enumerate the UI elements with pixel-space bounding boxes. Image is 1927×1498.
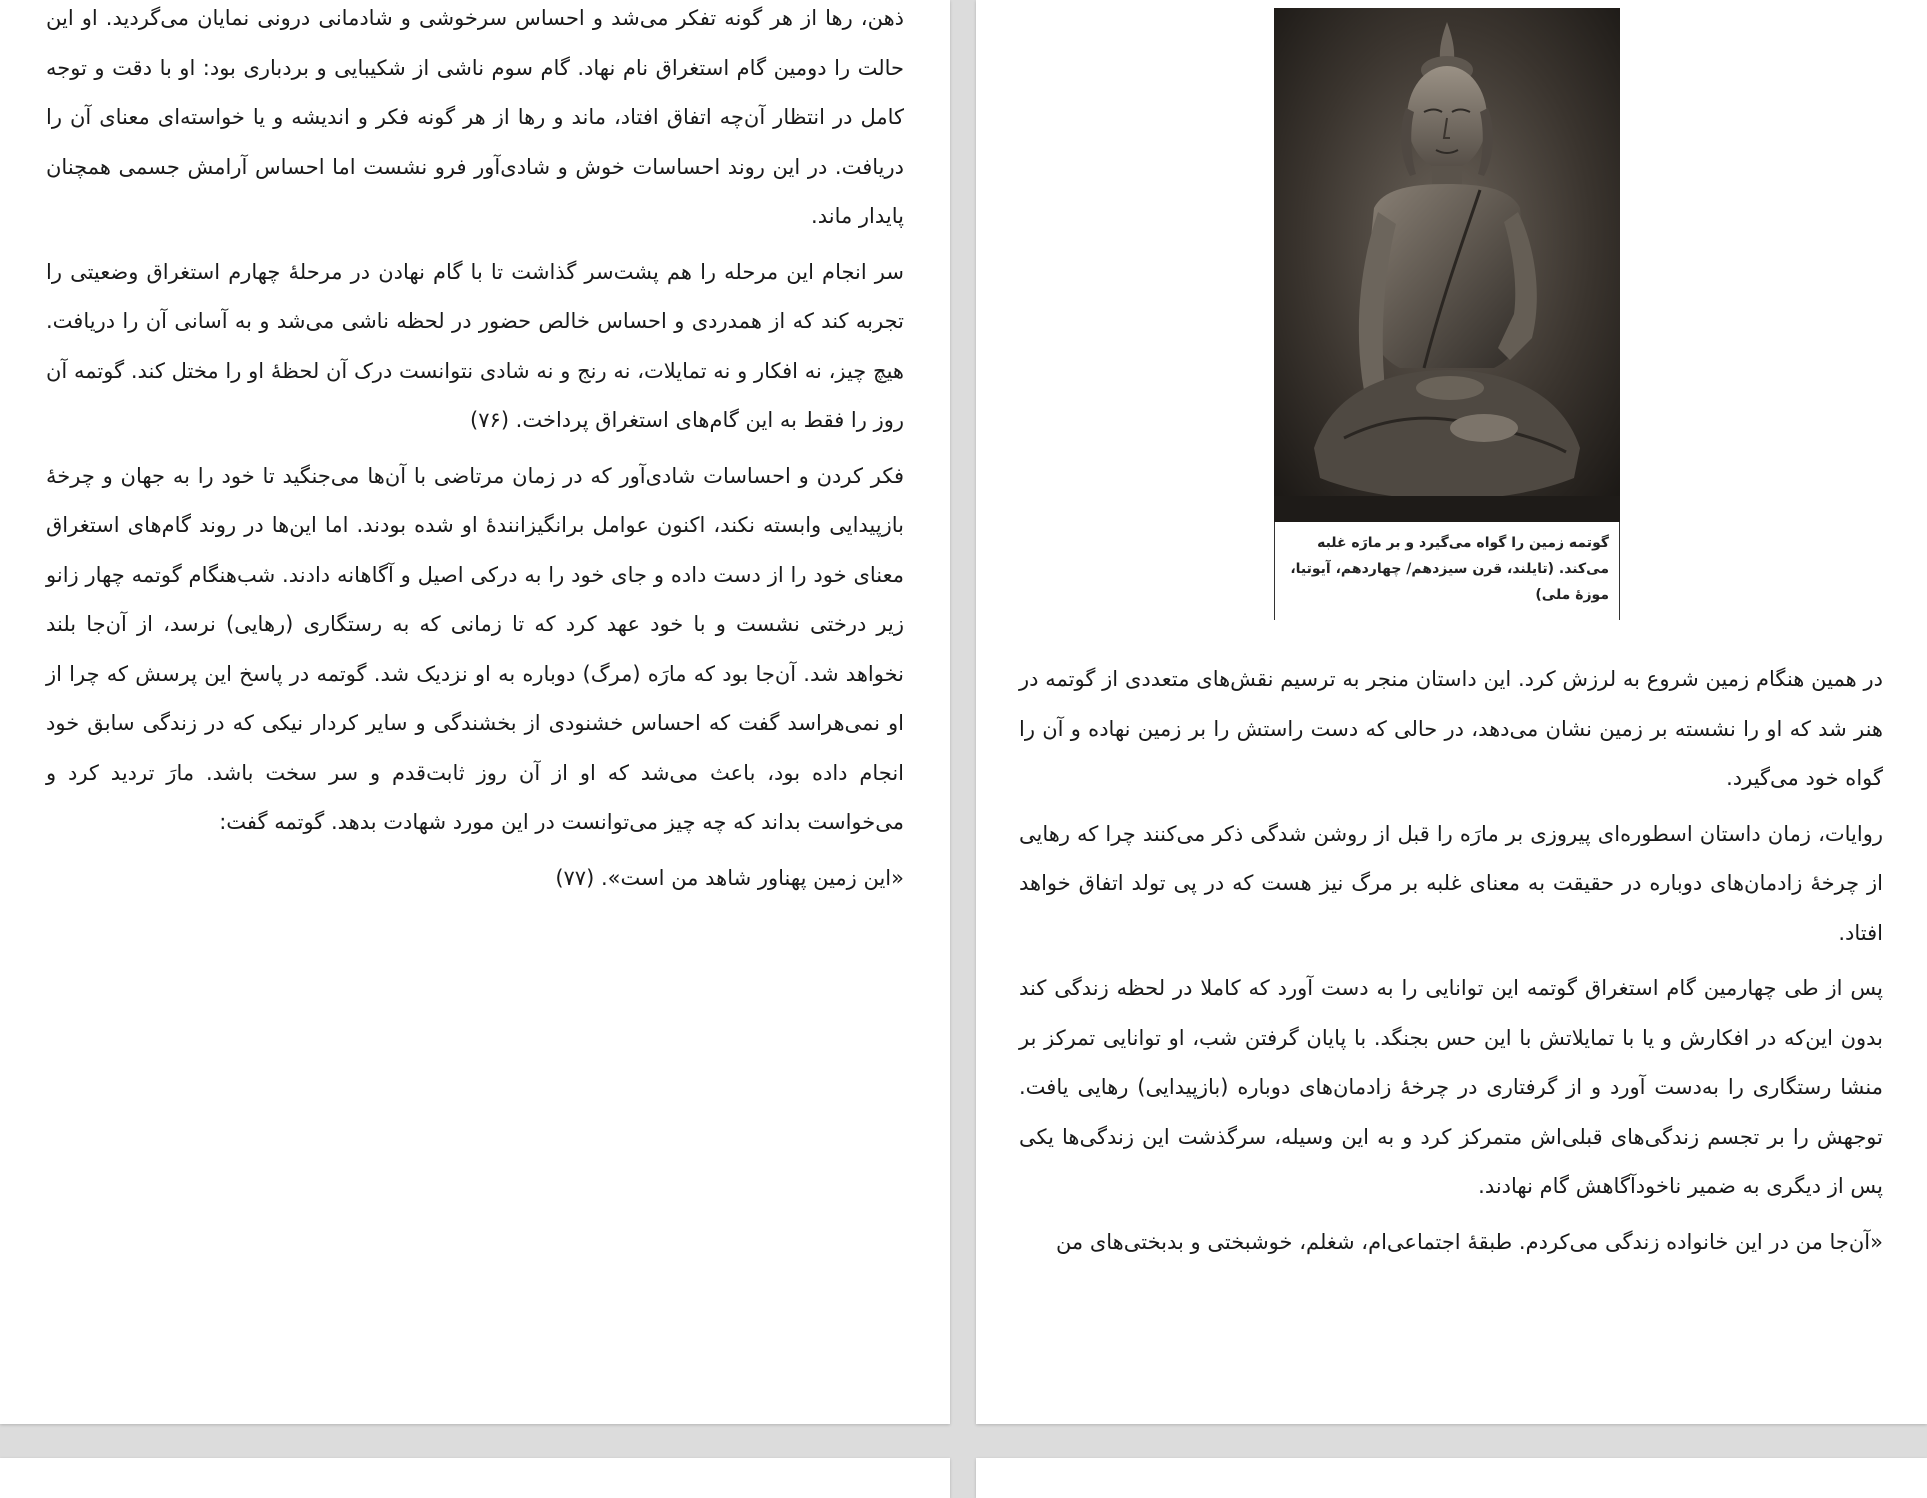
buddha-statue-image	[1274, 8, 1620, 522]
left-page-text	[46, 0, 904, 907]
right-paragraph-4: «آن‌جا من در این خانواده زندگی می‌کردم. طبقهٔ اجتماعی‌ام، شغلم، خوشبختی و بدبختی‌های من	[1055, 1229, 1883, 1254]
left-paragraph-3: فکر کردن و احساسات شادی‌آور که در زمان مرتاضی با آن‌ها می‌جنگید تا خود را به جهان و چرخهٔ بازپیدایی وابسته نکند، اکنون عوامل برانگیزانندهٔ او شده بودند. اما این‌ها در روند گام‌های استغراق معنای خود را از دست داده و جای خود را به درکی اصیل و آگاهانه دادند. شب‌هنگام گوتمه چهار زانو زیر درختی نشست و با خود عهد کرد که تا زمانی که به رستگاری (رهایی) نرسد، از آن‌جا بلند نخواهد شد. آن‌جا بود که مارَه (مرگ) دوباره به او نزدیک شد. گوتمه در پاسخ این پرسش که چرا از او نمی‌هراسد گفت که احساس خشنودی از بخشندگی و سایر کردار نیکی که در زندگی سابق خود انجام داده بود، باعث می‌شد که او از آن روز ثابت‌قدم و سر سخت باشد. مارَ تردید کرد و می‌خواست بداند که چه چیز می‌توانست در این مورد شهادت بدهد. گوتمه گفت:	[46, 463, 904, 834]
right-paragraph-3: پس از طی چهارمین گام استغراق گوتمه این توانایی را به دست آورد که کاملا در لحظه زندگی کند بدون این‌که در افکارش و یا با تمایلاتش با این حس بجنگد. با پایان گرفتن شب، او توانایی تمرکز بر منشا رستگاری را به‌دست آورد و از گرفتاری در چرخهٔ زادمان‌های دوباره (بازپیدایی) رهایی یافت. توجهش را بر تجسم زندگی‌های قبلی‌اش متمرکز کرد و به این وسیله، سرگذشت این زندگی‌ها یکی پس از دیگری به ضمیر ناخودآگاهش گام نهادند.	[1019, 976, 1883, 1198]
next-left-page-edge	[0, 1458, 950, 1498]
left-paragraph-1: ذهن، رها از هر گونه تفکر می‌شد و احساس سرخوشی و شادمانی درونی نمایان می‌گردید. او این حالت را دومین گام استغراق نام نهاد. گام سوم ناشی از شکیبایی و بردباری بود: او با دقت و توجه کامل در انتظار آن‌چه اتفاق افتاد، ماند و رها از هر گونه فکر و اندیشه و یا خواسته‌ای معنای آن را دریافت. در این روند احساسات خوش و شادی‌آور فرو نشست اما احساس آرامش جسمی همچنان پایدار ماند.	[46, 6, 904, 228]
buddha-figure	[1274, 8, 1620, 620]
buddha-statue-photo	[1274, 8, 1620, 522]
next-right-page-edge	[976, 1458, 1927, 1498]
right-paragraph-2: روایات، زمان داستان اسطوره‌ای پیروزی بر مارَه را قبل از روشن شدگی ذکر می‌کنند چرا که رهایی از چرخهٔ زادمان‌های دوباره در حقیقت به معنای غلبه بر مرگ نیز هست که در پی تولد اتفاق خواهد افتاد.	[1019, 821, 1883, 945]
left-page	[0, 0, 950, 1424]
right-page-text	[1019, 655, 1883, 1271]
figure-caption: گوتمه زمین را گواه می‌گیرد و بر مارَه غلبه می‌کند. (تایلند، قرن سیزدهم/ چهاردهم، آیوتیا، موزهٔ ملی)	[1274, 522, 1620, 620]
left-paragraph-2: سر انجام این مرحله را هم پشت‌سر گذاشت تا با گام نهادن در مرحلهٔ چهارم استغراق وضعیتی را تجربه کند که از همدردی و احساس خالص حضور در لحظه ناشی می‌شد و به آسانی آن را دریافت. هیچ چیز، نه افکار و نه تمایلات، نه رنج و نه شادی نتوانست درک آن لحظهٔ او را مختل کند. گوتمه آن روز را فقط به این گام‌های استغراق پرداخت. (۷۶)	[46, 259, 904, 432]
right-paragraph-1: در همین هنگام زمین شروع به لرزش کرد. این داستان منجر به ترسیم نقش‌های متعددی از گوتمه در هنر شد که او را نشسته بر زمین نشان می‌دهد، در حالی که دست راستش را بر زمین نهاده و آن را گواه خود می‌گیرد.	[1019, 667, 1883, 790]
left-paragraph-4: «این زمین پهناور شاهد من است». (۷۷)	[555, 865, 904, 890]
